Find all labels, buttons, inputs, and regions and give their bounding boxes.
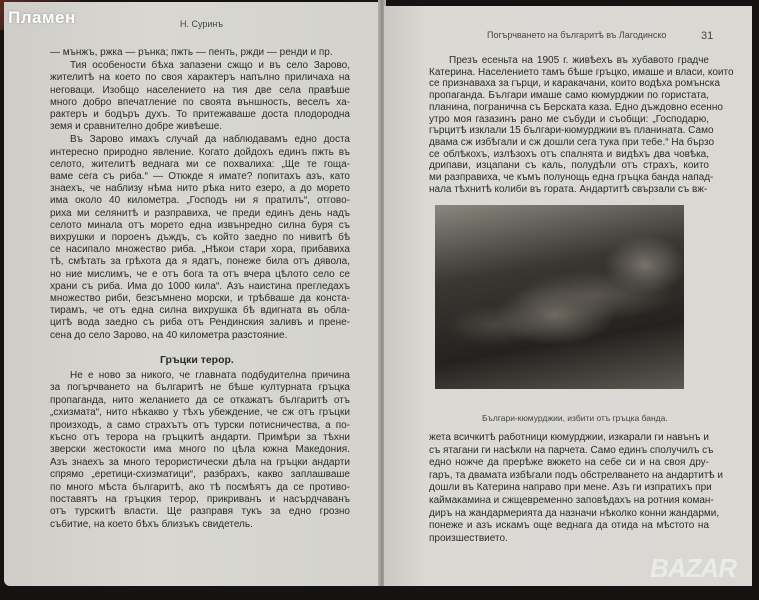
text-line: каймакамина и сжщевременно заповѣдахъ на ротния коман- [429,495,714,506]
text-line: риха ми селянитѣ и разправиха, че преди единъ день надъ [50,207,350,219]
text-line: жителитѣ на което по своя характеръ напълно приличаха на [50,72,350,84]
text-line: Презъ есеньта на 1905 г. живѣехъ въ хубавото градче [449,55,709,66]
text-line: вихрушки и пороенъ дъждъ, съ който заедно по нивитѣ бѣ [50,232,350,243]
section-heading: Гръцки терор. [160,354,234,366]
text-line: Не е ново за никого, че главната подбудителна причина [70,370,350,381]
text-line: зверски жестокости има много по цѣла южна Македония. [50,444,350,456]
text-line: едно ножче да прерѣже вжжето на себе си и на своя дру- [429,457,709,469]
text-line: спрямо „еретици-схизматици“, разбрахъ, какво заплашваше [50,469,350,481]
text-line: — мънжъ, ржка — рънка; пжть — пенть, ржди — ренди и пр. [50,47,333,58]
text-line: неговаци. Изобщо населението на тия две села правѣше [50,84,350,96]
text-line: знаехъ, че наблизу нѣма нито рѣка нито езеро, а до морето [50,183,350,195]
right-page [384,6,752,586]
text-line: понеже и азъ искамъ още веднага да отида на мѣстото на [429,520,709,532]
text-line: цитѣ вода заедно съ риба отъ Рендинския заливъ и прене- [50,317,350,329]
text-line: сена до село Зарово, на 40 километра разстояние. [50,329,288,341]
text-line: диръ на жандармерията да назначи нѣколко конни жандарми, [429,507,720,519]
left-page [4,2,380,586]
text-line: ваме сега съ риба.“ — Откжде я имате? попитахъ азъ, като [50,171,350,182]
text-line: Тия особености бѣха запазени сжщо и въ село Зарово, [70,60,350,72]
text-line: Азъ знаехъ за много терористически дѣла на гръцки андарти [50,456,350,468]
text-line: земя и сравнително добре живѣеше. [50,121,223,133]
text-line: съ ятагани ги насѣкли на парчета. Само единъ сполучилъ съ [429,444,714,456]
text-line: има около 40 километра. „Господъ ни я пратилъ“, отгово- [50,195,350,207]
text-line: се признаваха за гърци, и каракачани, които водѣха ромънска [429,78,720,90]
text-line: интересно природно явление. Когато дойдохъ единъ пжть въ [50,146,350,158]
text-line: ми разправиха, че къмъ полунощь една гръцка банда напад- [429,172,714,183]
text-line: тирамъ, че отъ една силна вихрушка бѣ вдигната въ обла- [50,305,350,317]
photograph [435,205,684,389]
running-header-title: Погърчването на българитѣ въ Лагодинско [487,30,667,40]
text-line: планина, погранична съ Берската каза. Едно дъждовно есенно [429,101,723,113]
text-line: множество риби, безсъмнено морски, и трѣбваше да конста- [50,293,350,304]
text-line: дрипави, изцапани съ каль, полудѣли отъ страхъ, които [429,160,709,172]
watermark-plamen: Пламен [8,8,76,27]
text-line: пропаганда. Българи имаше само кюмурджии по гористата, [429,90,709,102]
text-line: храни съ риба. Има до 1000 кила“. Азъ наистина прегледахъ [50,280,350,292]
text-line: „схизмата“, нито нѣкакво у тѣхъ убеждение, че сж отъ гръцки [50,407,350,419]
text-line: пропаганда, нито желанието да се откажатъ българитѣ отъ [50,394,350,406]
text-line: тѣ, смѣтать за грѣхота да я ядатъ, понеже била отъ дявола, [50,256,350,268]
text-line: отъ турскитѣ власти. Ще разправя тукъ за едно грозно [50,506,350,518]
text-line: по много мѣста българитѣ, ако тѣ посмѣятъ да се противо- [50,481,350,493]
text-line: се насипало множество риба. „Нѣкои стари хора, прибавиха [50,244,350,256]
text-line: жета всичкитѣ работници кюмурджии, изкарали ги навънъ и [429,432,709,443]
text-line: се облѣкохъ, излѣзохъ отъ спалнята и видѣхъ два човѣка, [429,148,709,160]
text-line: Въ Зарово имахъ случай да наблюдавамъ едно доста [70,134,350,146]
text-line: Катерина. Населението тамъ бѣше гръцко, имаше и власи, които [429,66,734,78]
text-line: селото минала отъ морето една извънредно силна буря съ [50,219,350,231]
text-line: рактеръ и бодъръ духъ. То притежаваше доста плодородна [50,109,350,120]
running-header-author: Н. Суринъ [180,19,224,29]
text-line: произходъ, а само страхътъ отъ турски потисничества, а по- [50,419,350,431]
text-line: събитие, на което бѣхъ близъкъ свидетель. [50,518,253,530]
text-line: гаръ, та двамата избѣгали подъ обстрелването на андартитѣ и [429,469,723,481]
text-line: но ние мислимъ, че е отъ бога та отъ вчера цѣлото село се [50,268,350,280]
text-line: селото, жителитѣ веднага ми се похвалиха: „Ще те гоща- [50,158,350,170]
page-number: 31 [701,30,714,42]
text-line: поставятъ на гръцкия терор, прикриванъ и насърдчаванъ [50,494,350,505]
text-line: за погърчването на българитѣ не бѣше културната гръцка [50,382,350,394]
text-line: двама сж избѣгали и сж дошли сега тука при тебе.“ На бързо [429,136,715,148]
text-line: произшествието. [429,532,508,544]
text-line: утро моя газазинъ рано ме събуди и съобщи: „Господарю, [429,113,709,125]
text-line: нала тѣхнитѣ колиби въ гората. Андартитѣ свързали съ вж- [429,183,708,195]
text-line: много добро впечатление по своята външность, веселъ ха- [50,96,350,108]
watermark-bazar: BAZAR [650,553,736,583]
text-line: дошли въ Катерина направо при мене. Азъ ги изпратихъ при [429,482,712,494]
text-line: гърцитѣ изклали 15 българи-кюмурджии въ планината. Само [429,125,714,137]
text-line: късно отъ терора на гръцкитѣ андарти. Примѣри за тѣхни [50,432,350,443]
photo-caption: Българи-кюмурджии, избити отъ гръцка банда. [482,413,668,423]
